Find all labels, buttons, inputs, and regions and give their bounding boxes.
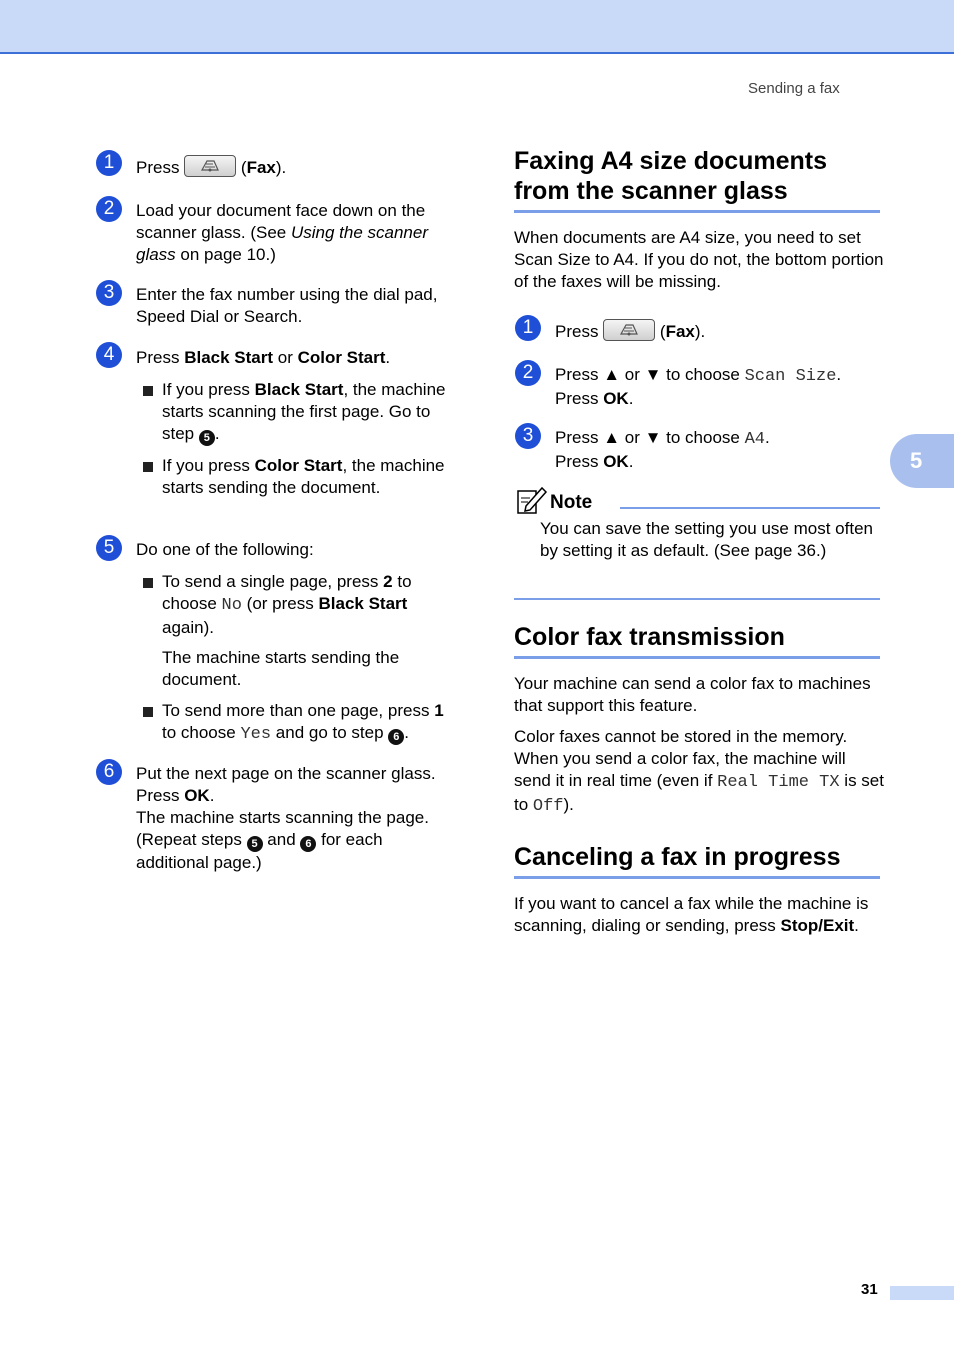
section-paragraph: Your machine can send a color fax to machines that support this feature. [514, 674, 871, 715]
section-paragraph: If you want to cancel a fax while the machine is scanning, dialing or sending, press Stop/Exit. [514, 894, 869, 935]
step-2-text: Load your document face down on the scanner glass. (See Using the scanner glass on page 10.) [136, 201, 428, 264]
step-number: 4 [96, 342, 122, 368]
heading-rule [514, 876, 880, 879]
step-reference: 5 [199, 430, 215, 446]
section-paragraph: Color faxes cannot be stored in the memory. When you send a color fax, the machine will send it in real time (even if Real Time TX is set to Off). [514, 727, 884, 816]
step-4-text: Press Black Start or Color Start. [136, 348, 391, 367]
step-1-text: Press (Fax). [555, 319, 875, 343]
fax-icon [603, 319, 655, 341]
step-number: 5 [96, 535, 122, 561]
up-arrow-icon: ▲ [603, 365, 621, 384]
section-intro: When documents are A4 size, you need to set Scan Size to A4. If you do not, the bottom portion of the faxes will be missing. [514, 228, 884, 291]
section-heading: Canceling a fax in progress [514, 843, 841, 871]
footer-bar [890, 1286, 954, 1300]
step-6-text: Put the next page on the scanner glass. Press OK. The machine starts scanning the page. (Repeat steps 5 and 6 for each additional page.) [136, 764, 436, 872]
section-heading: Color fax transmission [514, 623, 785, 651]
bullet-continuation: The machine starts sending the document. [162, 648, 400, 689]
bullet-item: If you press Color Start, the machine starts sending the document. [162, 455, 452, 499]
note-rule [620, 507, 880, 509]
fax-icon [184, 155, 236, 177]
step-number: 1 [96, 150, 122, 176]
step-number: 1 [515, 315, 541, 341]
page-number: 31 [861, 1281, 878, 1298]
bullet-item: To send a single page, press 2 to choose No (or press Black Start again). [162, 571, 454, 639]
step-number: 2 [515, 360, 541, 386]
header-band [0, 0, 954, 54]
step-number: 2 [96, 196, 122, 222]
heading-rule [514, 210, 880, 213]
step-3-text: Press ▲ or ▼ to choose A4. Press OK. [555, 428, 770, 471]
heading-rule [514, 656, 880, 659]
chapter-tab: 5 [890, 434, 954, 488]
step-5-text: Do one of the following: [136, 540, 314, 559]
step-3-text: Enter the fax number using the dial pad, Speed Dial or Search. [136, 285, 438, 326]
bullet-item: To send more than one page, press 1 to choose Yes and go to step 6 . [162, 700, 460, 746]
note-text: You can save the setting you use most often by setting it as default. (See page 36.) [540, 519, 873, 560]
note-pencil-icon [516, 486, 548, 516]
step-reference: 5 [247, 836, 263, 852]
step-number: 6 [96, 759, 122, 785]
bullet-item: If you press Black Start, the machine starts scanning the first page. Go to step 5 . [162, 379, 452, 446]
section-heading: Faxing A4 size documents from the scanner glass [514, 147, 828, 205]
step-reference: 6 [300, 836, 316, 852]
running-title: Sending a fax [748, 80, 840, 97]
down-arrow-icon: ▼ [644, 365, 662, 384]
step-number: 3 [515, 423, 541, 449]
note-box [514, 486, 880, 600]
step-2-text: Press ▲ or ▼ to choose Scan Size. Press OK. [555, 365, 842, 408]
step-number: 3 [96, 280, 122, 306]
up-arrow-icon: ▲ [603, 428, 621, 447]
step-reference: 6 [388, 729, 404, 745]
note-label: Note [550, 492, 593, 513]
step-1-text: Press (Fax). [136, 155, 466, 179]
down-arrow-icon: ▼ [644, 428, 662, 447]
cross-reference: Using the scanner glass [136, 223, 428, 264]
